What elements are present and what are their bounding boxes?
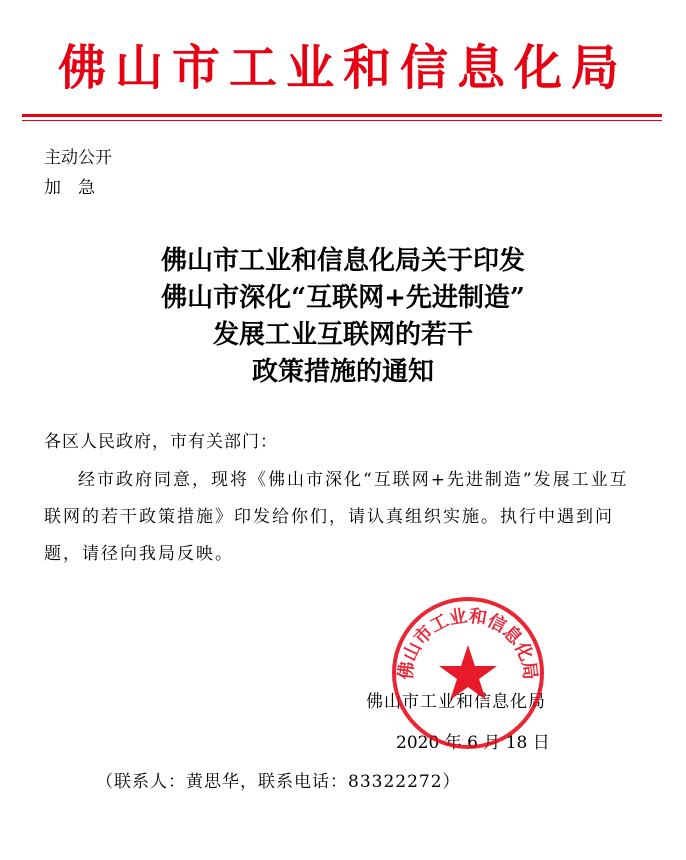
title-line-1: 佛山市工业和信息化局关于印发: [160, 246, 525, 276]
body-paragraph: 经市政府同意，现将《佛山市深化“互联网+先进制造”发展工业互联网的若干政策措施》印发给你们，请认真组织实施。执行中遇到问题，请径向我局反映。: [44, 470, 629, 564]
official-seal-icon: [390, 595, 546, 751]
document-title: [0, 243, 686, 391]
signer-name: 佛山市工业和信息化局: [366, 692, 546, 712]
disclosure-label: 主动公开: [44, 148, 112, 168]
agency-masthead: 佛山市工业和信息化局: [57, 40, 628, 96]
seal-text: 佛山市工业和信息化局: [395, 605, 541, 681]
masthead-divider-thin: [22, 120, 662, 121]
urgency-label: 加 急: [44, 178, 95, 198]
title-line-3: 发展工业互联网的若干: [212, 320, 473, 350]
contact-info: （联系人：黄思华，联系电话：83322272）: [96, 772, 461, 792]
title-line-4: 政策措施的通知: [251, 357, 434, 387]
masthead-divider-thick: [22, 114, 662, 117]
issue-date: 2020 年 6 月 18 日: [396, 733, 550, 753]
salutation: 各区人民政府，市有关部门：: [44, 432, 278, 452]
title-line-2: 佛山市深化“互联网+先进制造”: [161, 283, 525, 313]
seal-star-icon: [439, 645, 497, 700]
